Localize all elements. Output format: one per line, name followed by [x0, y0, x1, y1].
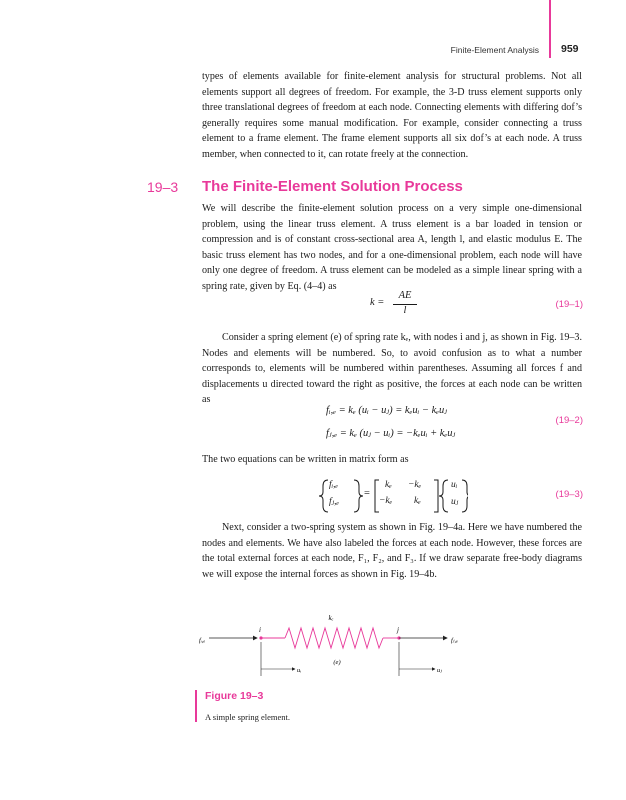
- eq3-u-top: uᵢ: [451, 480, 458, 490]
- eq3-equals: =: [364, 488, 370, 499]
- figure-caption-bar: [195, 690, 197, 722]
- force-right-label: fⱼ,ₑ: [451, 637, 458, 644]
- paragraph-truss-element: We will describe the finite-element solution process on a very simple one-dimensional problem, using the linear truss element. A truss element is a bar loaded in tension or compression and is of constant cross-sectional area A, length l, and elastic modulus E. The basic truss element has two nodes, and for a one-dimensional problem, each node will have only one degree of freedom. A truss element can be modeled as a simple linear spring with a spring rate, given by Eq. (4–4) as: [202, 203, 582, 292]
- running-title: Finite-Element Analysis: [450, 45, 539, 55]
- section-number: 19–3: [147, 179, 179, 195]
- eq1-lhs: k =: [370, 297, 385, 308]
- paragraph-intro: types of elements available for finite-element analysis for structural problems. Not all elements support all degrees of freedom. For example, the 3-D truss element supports only three translational degrees of freedom at each node. Connecting elements with differing dof’s generally requires some manual modification. For example, consider connecting a truss element to a frame element. The frame element supports all six dof’s at each node. A truss member, when connected to it, can rotate freely at the connection.: [202, 71, 582, 160]
- eq3-f-top: fᵢ,ₑ: [329, 480, 339, 490]
- node-i-label: i: [259, 626, 261, 634]
- force-left-label: fᵢ,ₑ: [199, 637, 206, 644]
- eq3-m22: kₑ: [414, 496, 421, 506]
- eq1-numerator: AE: [398, 290, 412, 301]
- eq1-number: (19–1): [555, 299, 583, 310]
- eq2-line2: fⱼ,ₑ = kₑ (uⱼ − uᵢ) = −kₑuᵢ + kₑuⱼ: [326, 428, 456, 439]
- element-label: (e): [333, 659, 341, 666]
- figure-caption: A simple spring element.: [205, 712, 290, 722]
- header-divider: [549, 0, 551, 58]
- eq3-m11: kₑ: [385, 480, 392, 490]
- disp-j-label: uⱼ: [437, 667, 442, 674]
- paragraph-two-spring: Next, consider a two-spring system as shown in Fig. 19–4a. Here we have numbered the nodes and elements. We have also labeled the forces at each node. However, these forces are the total external forces at each node, F₁, F₂, and F₃. If we draw separate free-body diagrams we will expose the internal forces as shown in Fig. 19–4b.: [202, 522, 582, 580]
- node-i-dot: [259, 636, 262, 639]
- eq1-denominator: l: [403, 305, 407, 316]
- spring-label: kₑ: [328, 614, 334, 622]
- eq3-brackets: [318, 478, 468, 514]
- spring-diagram: [195, 608, 495, 688]
- figure-label: Figure 19–3: [205, 690, 264, 702]
- section-title: The Finite-Element Solution Process: [202, 178, 463, 195]
- eq3-u-bottom: uⱼ: [451, 497, 459, 507]
- node-j-label: j: [397, 626, 399, 634]
- disp-i-label: uᵢ: [297, 667, 302, 674]
- eq3-f-bottom: fⱼ,ₑ: [329, 497, 340, 507]
- eq2-number: (19–2): [555, 415, 583, 426]
- spring-coil: [285, 628, 383, 648]
- eq3-m21: −kₑ: [379, 496, 393, 506]
- eq2-line1: fᵢ,ₑ = kₑ (uᵢ − uⱼ) = kₑuᵢ − kₑuⱼ: [326, 405, 448, 416]
- paragraph-spring-element: Consider a spring element (e) of spring rate kₑ, with nodes i and j, as shown in Fig. 19–3. Nodes and elements will be numbered. So, to avoid confusion as to what a number corresponds to, elements will be numbered within parentheses. Assuming all forces f and displacements u directed toward the right as positive, the forces at each node can be written as: [202, 332, 582, 406]
- eq3-number: (19–3): [555, 489, 583, 500]
- page-number: 959: [561, 43, 579, 55]
- paragraph-matrix-form: The two equations can be written in matrix form as: [202, 454, 409, 465]
- eq3-m12: −kₑ: [408, 480, 422, 490]
